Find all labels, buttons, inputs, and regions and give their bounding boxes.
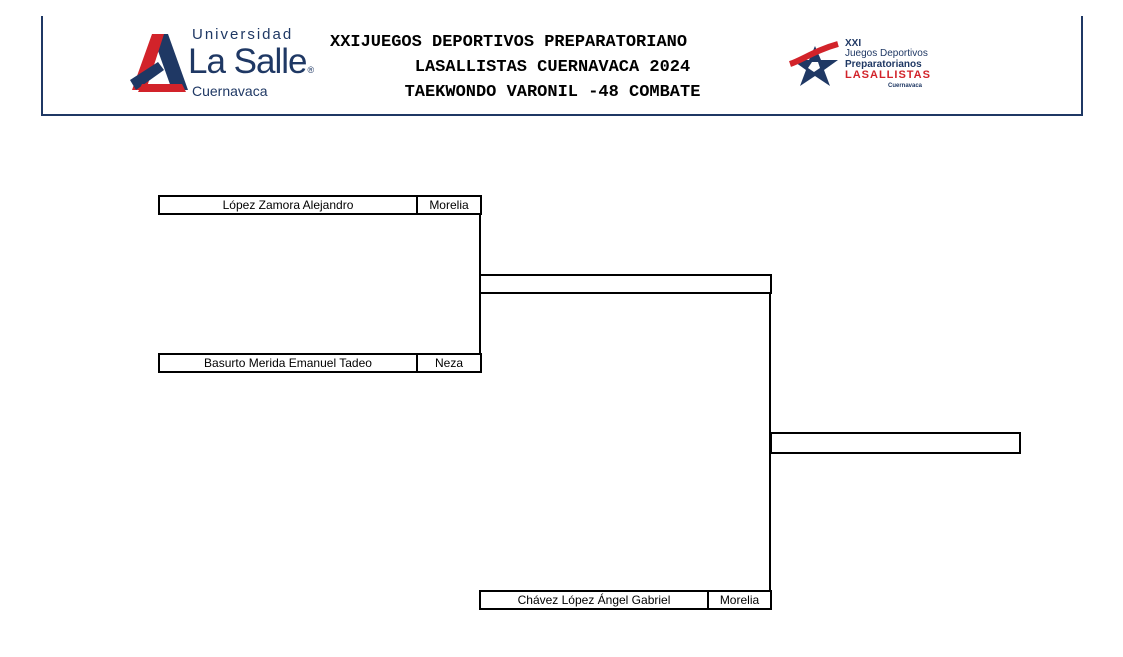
semifinal-winner: [481, 276, 770, 292]
bracket-final-slot: [770, 432, 1021, 454]
title-line-1: XXIJUEGOS DEPORTIVOS PREPARATORIANO: [330, 33, 688, 52]
la-salle-emblem-icon: [128, 32, 190, 94]
juegos-deportivos-logo: [788, 36, 958, 96]
logo-xxi-text: XXI: [845, 38, 862, 49]
logo-campus-text: Cuernavaca: [192, 83, 268, 99]
bracket-entry-3: [479, 590, 772, 610]
final-winner: [772, 434, 1019, 452]
la-salle-logo: [128, 26, 328, 102]
bracket-entry-2: [158, 353, 482, 373]
competitor-school: Morelia: [719, 593, 760, 607]
competitor-name: Basurto Merida Emanuel Tadeo: [204, 356, 372, 370]
logo-juegos-text: Juegos Deportivos: [845, 48, 928, 59]
logo-prepa-text: Preparatorianos: [845, 59, 922, 70]
bracket-semifinal-slot: [479, 274, 772, 294]
star-emblem-icon: [788, 40, 842, 90]
logo-lasallistas-text: LASALLISTAS: [845, 69, 931, 81]
competitor-school: Morelia: [429, 198, 469, 212]
logo-cuernavaca-text: Cuernavaca: [888, 83, 923, 89]
competitor-name: Chávez López Ángel Gabriel: [517, 593, 671, 607]
bracket-entry-1: [158, 195, 482, 215]
logo-lasalle-text: La Salle®: [188, 42, 314, 81]
competitor-school: Neza: [434, 356, 463, 370]
logo-university-text: Universidad: [192, 26, 294, 43]
title-line-3: TAEKWONDO VARONIL -48 COMBATE: [404, 83, 701, 102]
competitor-name: López Zamora Alejandro: [222, 198, 354, 212]
title-line-2: LASALLISTAS CUERNAVACA 2024: [414, 58, 691, 77]
page-title: [330, 30, 775, 105]
